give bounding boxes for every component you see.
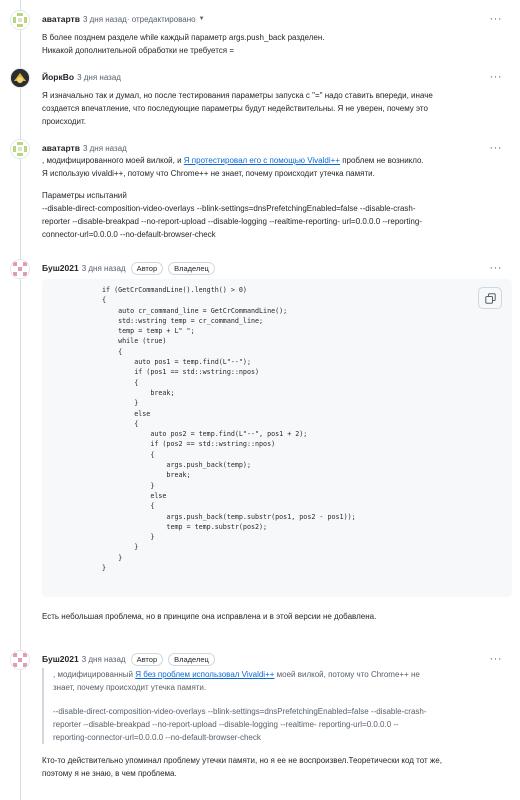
copy-button[interactable] xyxy=(478,287,502,309)
comment-text: В более позднем разделе while каждый параметр args.push_back разделен. xyxy=(42,33,325,42)
comment-text: Есть небольшая проблема, но в принципе она исправлена и в этой версии не добавлена. xyxy=(42,612,377,621)
avatar[interactable] xyxy=(10,10,30,30)
author-name[interactable]: Буш2021 xyxy=(42,263,79,273)
comment-text: Я использую vivaldi++, потому что Chrome++ не знает, почему происходит утечка памяти. xyxy=(42,169,375,178)
text-segment: моей вилкой, потому что Chrome++ не xyxy=(276,670,420,679)
avatar[interactable] xyxy=(10,259,30,279)
timestamp[interactable]: 3 дня назад xyxy=(81,654,126,664)
edited-label[interactable]: · отредактировано xyxy=(126,14,196,24)
text-segment: проблем не возникло. xyxy=(342,156,424,165)
comment-text: Я изначально так и думал, но после тестирования параметры запуска с "=" надо ставить впереди, иначе xyxy=(42,91,433,100)
quote-params: --disable-direct-composition-video-overlays --blink-settings=dnsPrefetchingEnabled=false --disable-crash- xyxy=(53,707,427,716)
kebab-horizontal-icon[interactable]: ··· xyxy=(489,71,502,83)
quote-params: reporting-connector-url=0.0.0.0 --no-default-browser-check xyxy=(53,733,261,742)
quote-params: reporter --disable-breakpad --no-report-upload --disable-logging --realtime- reporting-url=0.0.0.0 -- xyxy=(53,720,399,729)
timestamp[interactable]: 3 дня назад xyxy=(82,143,127,153)
kebab-horizontal-icon[interactable]: ··· xyxy=(489,653,502,665)
avatar[interactable] xyxy=(10,139,30,159)
triangle-down-icon[interactable]: ▼ xyxy=(198,16,205,22)
avatar[interactable] xyxy=(10,68,30,88)
comment-body xyxy=(42,154,512,241)
comment-body xyxy=(42,89,512,128)
vivaldi-test-link[interactable]: Я протестировал его с помощью Vivaldi++ xyxy=(183,156,340,165)
comment-text: поэтому я не знаю, в чем проблема. xyxy=(42,769,177,778)
params-title: Параметры испытаний xyxy=(42,191,127,200)
comment-header xyxy=(42,68,121,86)
comment-header xyxy=(42,650,215,668)
comment-text: происходит. xyxy=(42,117,87,126)
comment-text: Никакой дополнительной обработки не требуется = xyxy=(42,46,235,55)
owner-badge: Владелец xyxy=(168,653,215,666)
text-segment: , модифицированного моей вилкой, и xyxy=(42,156,182,165)
author-name[interactable]: ЙоркВо xyxy=(42,72,75,82)
author-name[interactable]: аватартв xyxy=(42,143,80,153)
author-name[interactable]: аватартв xyxy=(42,14,80,24)
params-text: connector-url=0.0.0.0 --no-default-browser-check xyxy=(42,230,216,239)
blockquote xyxy=(42,668,512,744)
timestamp[interactable]: 3 дня назад xyxy=(77,72,121,82)
text-segment: , модифицированный xyxy=(53,670,134,679)
vivaldi-usage-link[interactable]: Я без проблем использовал Vivaldi++ xyxy=(135,670,275,679)
timestamp[interactable]: 3 дня назад xyxy=(82,14,127,24)
comment-text xyxy=(42,154,512,167)
comment-body xyxy=(42,668,512,780)
author-badge: Автор xyxy=(131,262,164,275)
comment-text: создается впечатление, что последующие параметры будут недействительны. Я не уверен, почему это xyxy=(42,104,428,113)
quote-text xyxy=(53,668,512,681)
owner-badge: Владелец xyxy=(168,262,215,275)
kebab-horizontal-icon[interactable]: ··· xyxy=(489,13,502,25)
quote-text: знает, почему происходит утечка памяти. xyxy=(53,683,207,692)
copy-icon xyxy=(485,293,496,304)
comment-header xyxy=(42,10,205,28)
author-name[interactable]: Буш2021 xyxy=(42,654,79,664)
avatar[interactable] xyxy=(10,650,30,670)
comment-text: Кто-то действительно упоминал проблему утечки памяти, но я ее не воспроизвел.Теоретически код тот же, xyxy=(42,756,442,765)
params-text: --disable-direct-composition-video-overlays --blink-settings=dnsPrefetchingEnabled=false --disable-crash- xyxy=(42,204,416,213)
code-block xyxy=(42,279,512,597)
params-text: reporter --disable-breakpad --no-report-upload --disable-logging --realtime-reporting- url=0.0.0.0 --reporting- xyxy=(42,217,422,226)
comment-body xyxy=(42,275,512,623)
kebab-horizontal-icon[interactable]: ··· xyxy=(489,142,502,154)
timeline-line xyxy=(20,0,21,800)
code-content[interactable]: if (GetCrCommandLine().length() > 0) { auto cr_command_line = GetCrCommandLine(); std::wstring temp = cr_command_line; temp = temp + L" "; while (true) { auto pos1 = temp.find(L"--"); if (pos1 == std::wstring::npos) { break; } else { auto pos2 = temp.find(L"--", pos1 + 2); if (pos2 == std::wstring::npos) { args.push_back(temp); break; } else { args.push_back(temp.substr(pos1, pos2 - pos1)); temp = temp.substr(pos2); } } } } xyxy=(102,286,356,573)
comment-body xyxy=(42,31,512,57)
author-badge: Автор xyxy=(131,653,164,666)
kebab-horizontal-icon[interactable]: ··· xyxy=(489,262,502,274)
timestamp[interactable]: 3 дня назад xyxy=(81,263,126,273)
